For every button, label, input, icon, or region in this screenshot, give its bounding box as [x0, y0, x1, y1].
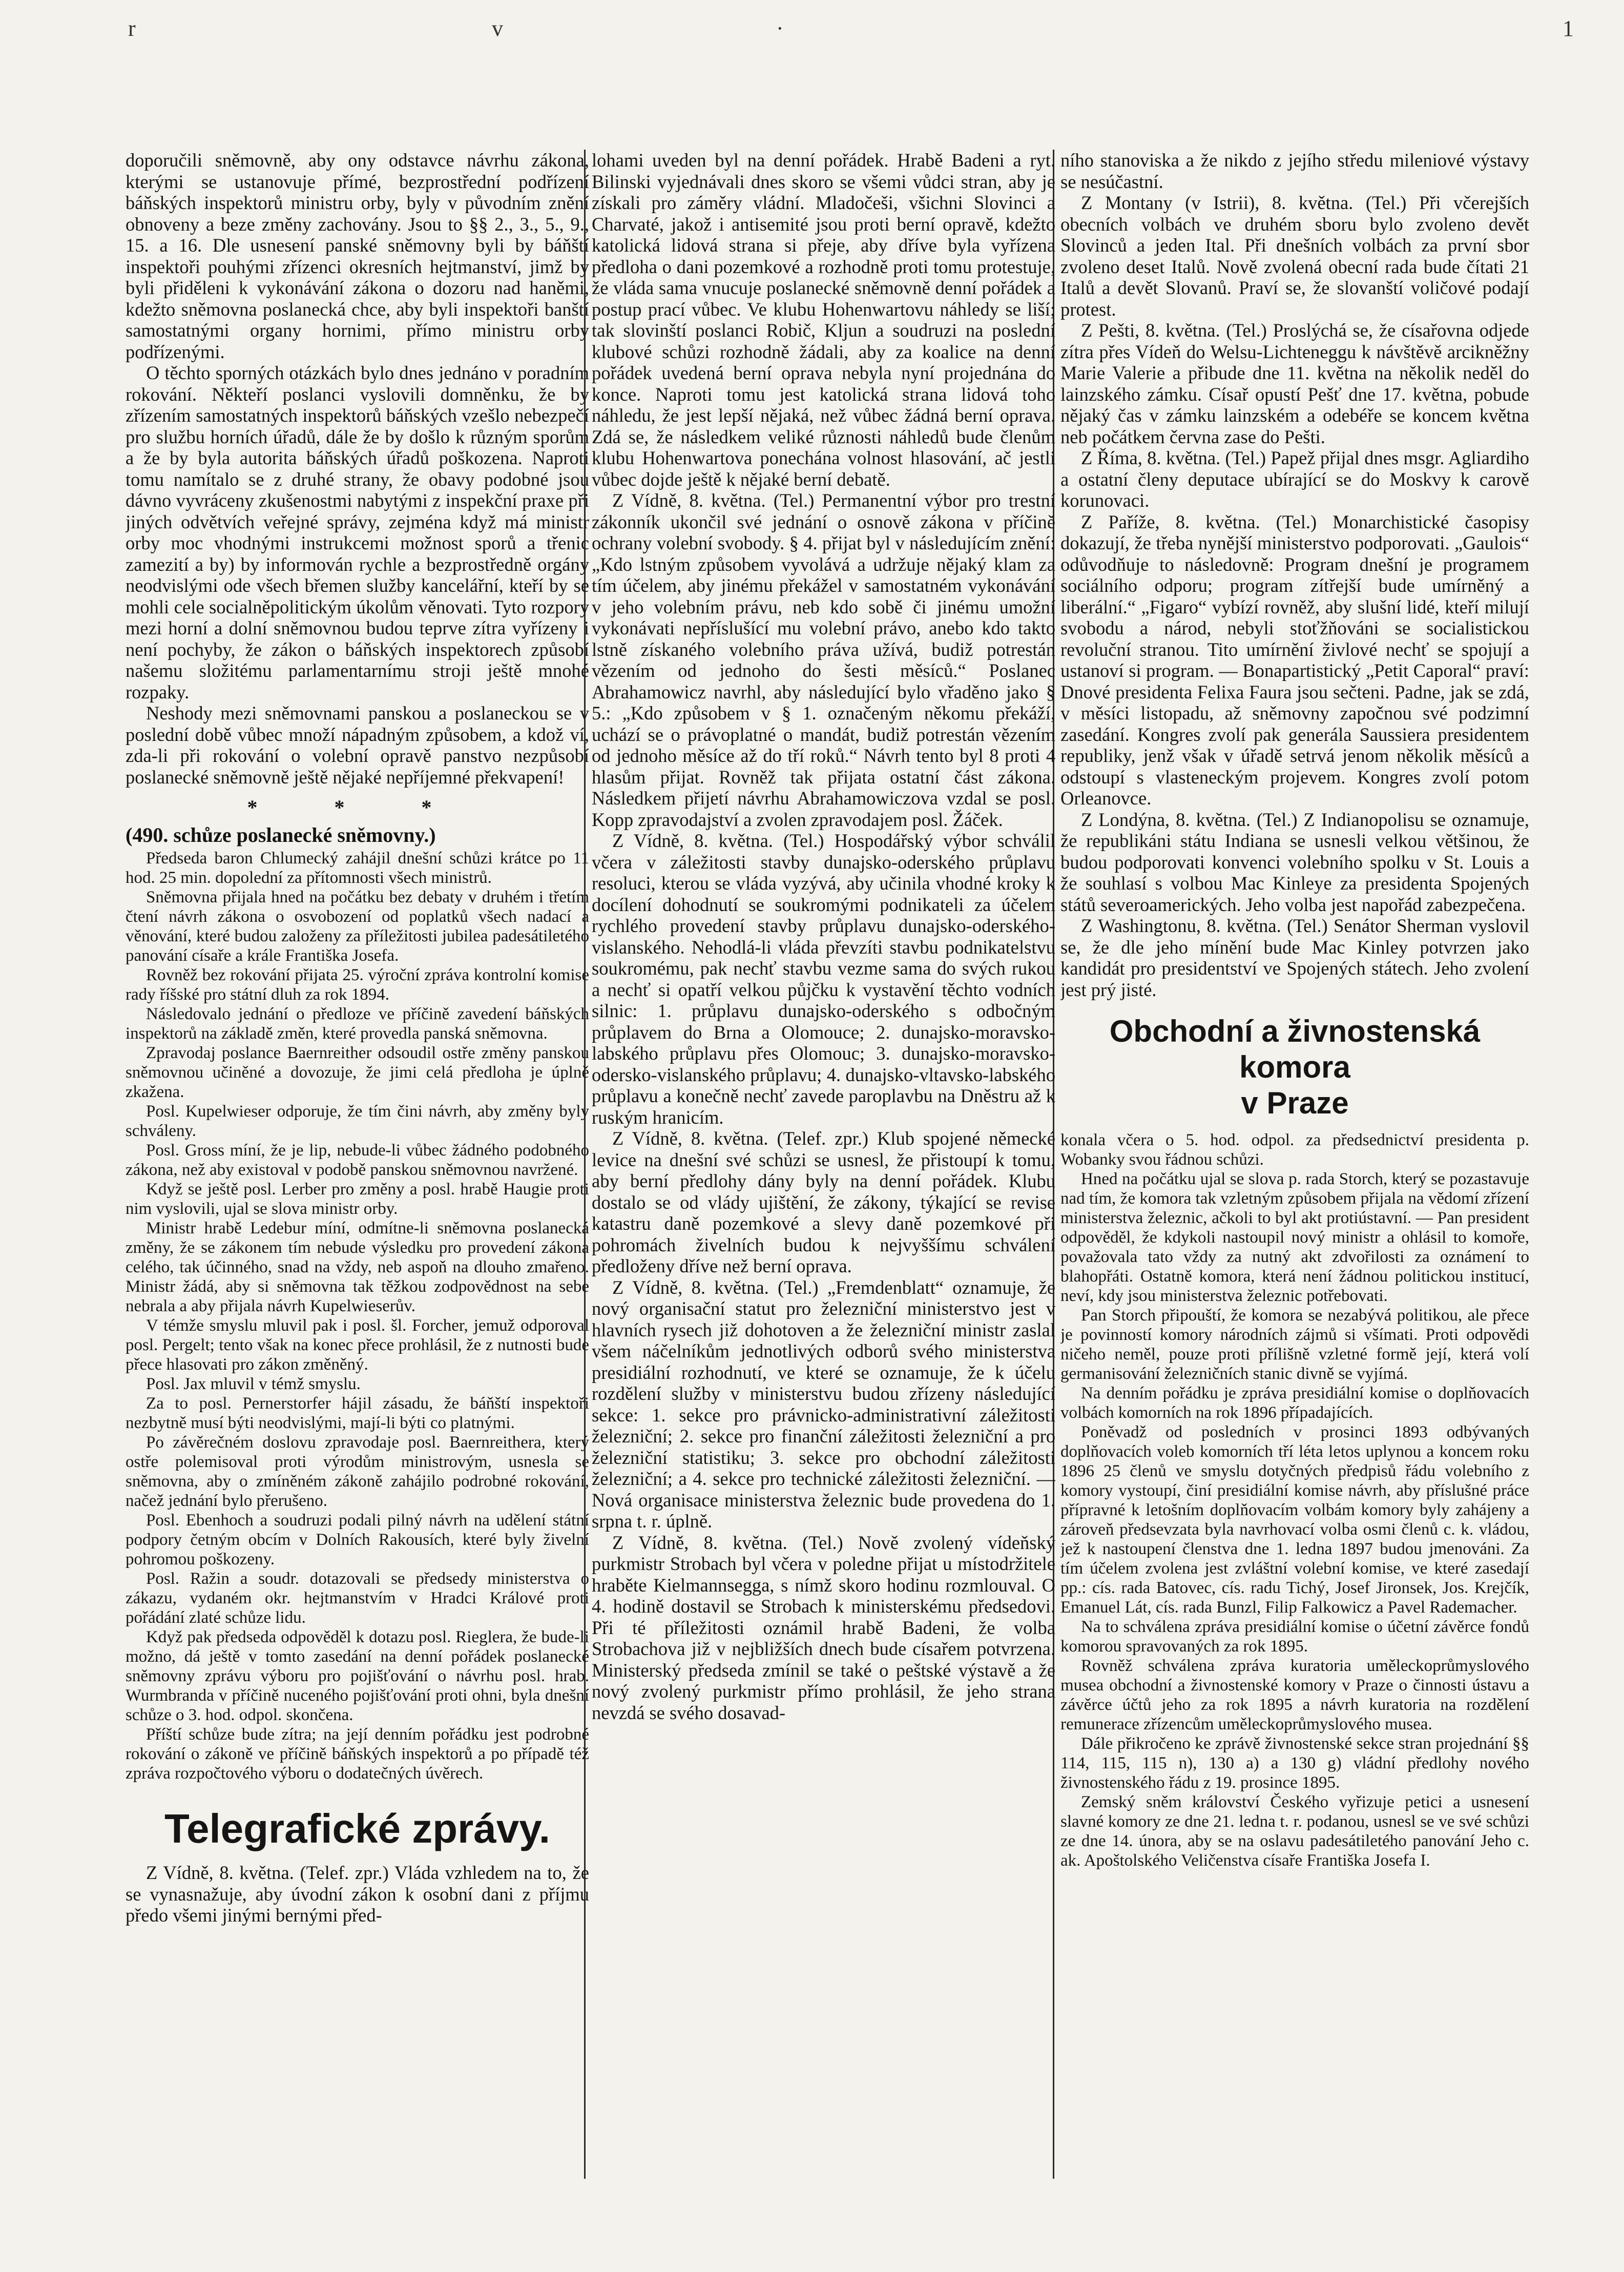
report-paragraph: Posl. Gross míní, že je lip, nebude-li vůbec žádného podobného zákona, než aby existoval v podobě panskou sněmovnou navržené. [126, 1141, 589, 1179]
telegram-paragraph: Z Washingtonu, 8. května. (Tel.) Senátor Sherman vyslovil se, že dle jeho mínění bude Mac Kinley potvrzen jako kandidát pro presidentství ve Spojených státech. Jeho zvolení jest prý jisté. [1060, 915, 1529, 1000]
telegram-paragraph: Z Londýna, 8. května. (Tel.) Z Indianopolisu se oznamuje, že republikáni státu Indiana se usnesli velkou většinou, že budou podporovati konvenci volebního spolku v St. Louis a že souhlasí s volbou Mac Kinleye za presidenta Spojených států severoamerických. Jeho volba jest napořád zabezpečena. [1060, 809, 1529, 915]
report-paragraph: Ministr hrabě Ledebur míní, odmítne-li sněmovna poslanecká změny, že se zákonem tím nebude výsledku pro provedení zákona celého, tak účinného, snad na vždy, neb aspoň na dlouho zmařeno. Ministr žádá, aby si sněmovna tak těžkou zodpovědnost na sebe nebrala a aby přijala návrh Kupelwieserův. [126, 1219, 589, 1315]
telegram-paragraph: ního stanoviska a že nikdo z jejího středu mileniové výstavy se nesúčastní. [1060, 150, 1529, 192]
report-paragraph: Zpravodaj poslance Baernreither odsoudil ostře změny panskou sněmovnou učiněné a dovozuje, že jimi celá předloha je úplně zkažena. [126, 1044, 589, 1101]
telegram-paragraph: Z Vídně, 8. května. (Tel.) Nově zvolený vídeňský purkmistr Strobach byl včera v poledne přijat u místodržitele hraběte Kielmannsegga, s nímž skoro hodinu rozmlouval. O 4. hodině dostavil se Strobach k ministerskému předsedovi. Při té příležitosti oznámil hrabě Badeni, že volba Strobachova již v nejbližších dnech bude císařem potvrzena. Ministerský předseda zmínil se také o peštské výstavě a že nový zvolený purkmistr přímo prohlásil, že jeho strana nevzdá se svého dosavad- [592, 1532, 1055, 1723]
session-heading: (490. schůze poslanecké sněmovny.) [126, 823, 436, 846]
report-paragraph: Když se ještě posl. Lerber pro změny a posl. hrabě Haugie proti nim vyslovili, ujal se slova ministr orby. [126, 1180, 589, 1218]
chamber-heading-line: v Praze [1241, 1086, 1349, 1120]
telegram-paragraph: Z Říma, 8. května. (Tel.) Papež přijal dnes msgr. Agliardiho a ostatní členy deputace ubírající se do Moskvy k carově korunovaci. [1060, 447, 1529, 511]
article-paragraph: Neshody mezi sněmovnami panskou a poslaneckou se v poslední době vůbec množí nápadným způsobem, a kdož ví, zda-li při rokování o volební opravě panstvo nezpůsobí poslanecké sněmovně ještě nějaké nepříjemné překvapení! [126, 703, 589, 788]
column-1 [126, 150, 589, 2220]
report-paragraph: Sněmovna přijala hned na počátku bez debaty v druhém i třetím čtení návrh zákona o osvobození od poplatků všech nadací a věnování, které budou založeny za příležitosti jubilea padesátiletého panování císaře a krále Františka Josefa. [126, 888, 589, 965]
chamber-paragraph: Na denním pořádku je zpráva presidiální komise o doplňovacích volbách komorních na rok 1896 případajících. [1060, 1384, 1529, 1422]
column-3 [1060, 150, 1529, 2220]
report-paragraph: Posl. Ebenhoch a soudruzi podali pilný návrh na udělení státní podpory četným obcím v Dolních Rakousích, které byly živelní pohromou poškozeny. [126, 1511, 589, 1568]
article-paragraph: doporučili sněmovně, aby ony odstavce návrhu zákona, kterými se ustanovuje přímé, bezprostřední podřízení báňských inspektorů ministru orby, byly v původním znění obnoveny a beze změny zachovány. Jsou to §§ 2., 3., 5., 9., 15. a 16. Dle usnesení panské sněmovny byli by báňští inspektoři pouhými zřízenci okresních hejtmanství, jimž by byli přiděleni k vykonávání zákona o dozoru nad haněmi, kdežto sněmovna poslanecká chce, aby byli inspektoři banští samostatnými organy hornimi, přímo ministru orby podřízenými. [126, 150, 589, 362]
telegram-paragraph: Z Montany (v Istrii), 8. května. (Tel.) Při včerejších obecních volbách ve druhém sboru bylo zvoleno devět Slovinců a jeden Ital. Při dnešních volbách za první sbor zvoleno deset Italů. Nově zvolená obecní rada bude čítati 21 Italů a devět Slovanů. Praví se, že slovanští voličové podají protest. [1060, 192, 1529, 320]
telegram-paragraph: Z Vídně, 8. května. (Tel.) „Fremdenblatt“ oznamuje, že nový organisační statut pro železniční ministerstvo jest v hlavních rysech již dohotoven a že železniční ministr zaslal všem náčelníkům jednotlivých odborů svého ministerstva presidiální rozhodnutí, ve které se oznamuje, že k účelu rozdělení služby v ministerstvu budou zřízeny následující sekce: 1. sekce pro právnicko-administrativní záležitosti železniční; 2. sekce pro finanční záležitosti železniční a pro železniční statistiku; 3. sekce pro obchodní záležitosti železniční; a 4. sekce pro technické záležitosti železniční. — Nová organisace ministerstva železnic bude provedena do 1. srpna t. r. úplně. [592, 1276, 1055, 1532]
parliament-report [126, 849, 589, 1783]
telegram-paragraph: Z Vídně, 8. května. (Tel.) Hospodářský výbor schválil včera v záležitosti stavby dunajsko-oderského průplavu resoluci, kterou se vláda vyzývá, aby učinila vhodné kroky k docílení dohodnutí se soukromými podnikateli za účelem rychlého provedení stavby průplavu dunajsko-oderského-vislanského. Nehodlá-li vláda převzíti stavbu podnikatelstvu soukromému, pak nechť stavbu vezme sama do svých rukou a nechť si opatří velkou půjčku k vystavění těchto vodních silnic: 1. průplavu dunajsko-oderského s odbočným průplavem do Brna a Olomouce; 2. dunajsko-moravsko-labského průplavu přes Olomouc; 3. dunajsko-moravsko-odersko-vislanského průplavu; 4. dunajsko-vltavsko-labského průplavu a konečně nechť zavede paroplavbu na Dněstru až k ruským hranicím. [592, 830, 1055, 1128]
section-separator-stars: * * * [247, 796, 468, 819]
report-paragraph: Předseda baron Chlumecký zahájil dnešní schůzi krátce po 11 hod. 25 min. dopolední za přítomnosti všech ministrů. [126, 849, 589, 887]
chamber-paragraph: Dále přikročeno ke zprávě živnostenské sekce stran projednání §§ 114, 115, 115 n), 130 a) a 130 g) vládní předlohy nového živnostenského řádu z 19. prosince 1895. [1060, 1734, 1529, 1792]
telegram-paragraph: Z Paříže, 8. května. (Tel.) Monarchistické časopisy dokazují, že třeba nynější ministerstvo podporovati. „Gaulois“ odůvodňuje to následovně: Program dnešní je programem sociálního odporu; program zítřejší bude umírněný a liberální.“ „Figaro“ vybízí rovněž, aby slušní lidé, kteří milují svobodu a národ, nebyli stoťžňováni se socialistickou revoluční stranou. Tito umírnění živlové nechť se spojují a ustanoví si program. — Bonapartistický „Petit Caporal“ praví: Dnové presidenta Felixa Faura jsou sečteni. Padne, jak se zdá, v měsíci listopadu, až sněmovny započnou své podzimní zasedání. Kongres zvolí pak generála Saussiera presidentem republiky, jenž však v úřadě setrvá jenom několik měsíců a odstoupí s vlasteneckým projevem. Kongres zvolí potom Orleanovce. [1060, 511, 1529, 809]
margin-mark: r [128, 16, 136, 41]
report-paragraph: Rovněž bez rokování přijata 25. výroční zpráva kontrolní komise rady říšské pro státní dluh za rok 1894. [126, 966, 589, 1004]
chamber-paragraph: Zemský sněm království Českého vyřizuje petici a usnesení slavné komory ze dne 21. ledna t. r. podanou, usnesl se ve své schůzi ze dne 14. února, aby se na oslavu padesátiletého panování Jeho c. ak. Apoštolského Veličenstva císaře Františka Josefa I. [1060, 1793, 1529, 1870]
chamber-paragraph: Hned na počátku ujal se slova p. rada Storch, který se pozastavuje nad tím, že komora tak vzletným způsobem přijala na vědomí zřízení ministerstva železnic, ačkoli to byl akt protiústavní. — Pan president odpověděl, že kdykoli nastoupil nový ministr a ohlásil to komoře, považovala tato vždy za nutný akt zdvořilosti za oznámení to blahopřáti. Ostatně komora, která není žádnou politickou institucí, neví, kdy jsou ministerstva železnic potřebovati. [1060, 1170, 1529, 1305]
telegram-paragraph: Z Pešti, 8. května. (Tel.) Proslýchá se, že císařovna odjede zítra přes Vídeň do Welsu-Lichteneggu k návštěvě arcikněžny Marie Valerie a přibude dne 11. května na několik neděl do lainzského zámku. Císař opustí Pešť dne 17. května, pobude nějaký čas v zámku lainzském a odebéře se koncem května neb počátkem června zase do Pešti. [1060, 320, 1529, 447]
report-paragraph: Příští schůze bude zítra; na její denním pořádku jest podrobné rokování o zákoně ve příčině báňských inspektorů a po případě též zpráva rozpočtového výboru o dodatečných úvěrech. [126, 1725, 589, 1783]
margin-mark: v [492, 16, 503, 41]
telegram-paragraph: Z Vídně, 8. května. (Telef. zpr.) Klub spojené německé levice na dnešní své schůzi se usnesl, že přistoupí k tomu, aby berní předlohy dány byly na denní pořádek. Klubu dostalo se od vlády ujištění, že zákony, týkající se revise katastru daně pozemkové a slevy daně pozemkové při pohromách živelních budou k nejvyššímu schválení předloženy dříve než berní oprava. [592, 1128, 1055, 1276]
chamber-report [1060, 1130, 1529, 1870]
section-heading-chamber [1060, 1014, 1529, 1121]
chamber-paragraph: Poněvadž od posledních v prosinci 1893 odbývaných doplňovacích voleb komorních tří léta letos uplynou a koncem roku 1896 25 členů ve smyslu dotyčných předpisů řádu volebního z komory vystoupí, činí presidiální komise návrh, aby příslušné práce přípravné k letošním doplňovacím volbám komory byly zahájeny a zároveň předsevzata byla navrhovací volba osmi členů c. k. vládou, jež k nastoupení členstva dne 1. ledna 1897 budou jmenováni. Za tím účelem zvolena jest zvláštní volební komise, ve které zasedají pp.: cís. rada Batovec, cís. radu Tichý, Josef Jironsek, Jos. Krejčík, Emanuel Lát, cís. rada Bunzl, Filip Falkowicz a Pavel Rademacher. [1060, 1423, 1529, 1617]
margin-mark: · [776, 16, 784, 41]
telegram-paragraph: Z Vídně, 8. května. (Telef. zpr.) Vláda vzhledem na to, že se vynasnažuje, aby úvodní zákon k osobní dani z příjmu předo všemi jinými bernými před- [126, 1862, 589, 1926]
section-heading-telegrams: Telegrafické zprávy. [164, 1806, 550, 1851]
chamber-heading-line: Obchodní a živnostenská komora [1109, 1014, 1481, 1084]
chamber-paragraph: Rovněž schválena zpráva kuratoria uměleckoprůmyslového musea obchodní a živnostenské komory v Praze o činnosti ústavu a závěrce účtů jeho za rok 1895 a návrh kuratoria na rozdělení remunerace zřízencům uměleckoprůmyslového musea. [1060, 1657, 1529, 1733]
report-paragraph: V témže smyslu mluvil pak i posl. šl. Forcher, jemuž odporoval posl. Pergelt; tento však na konec přece prohlásil, že z nutnosti bude přece hlasovati pro zákon změněný. [126, 1316, 589, 1374]
report-paragraph: Po závěrečném doslovu zpravodaje posl. Baernreithera, který ostře polemisoval proti výrodům ministrovým, usnesla se sněmovna, aby o zmíněném zákoně zahájilo podrobné rokování, načež jednání bylo přerušeno. [126, 1433, 589, 1510]
report-paragraph: Posl. Kupelwieser odporuje, že tím čini návrh, aby změny byly schváleny. [126, 1102, 589, 1140]
report-paragraph: Posl. Jax mluvil v témž smyslu. [146, 1375, 361, 1393]
margin-mark: 1 [1563, 16, 1574, 41]
column-2 [592, 150, 1055, 2220]
article-paragraph: O těchto sporných otázkách bylo dnes jednáno v poradním rokování. Někteří poslanci vyslovili domněnku, že by zřízením samostatných inspektorů báňských vzešlo nebezpečí pro službu horních úřadů, dále že by došlo k různým sporům a že by byla autorita báňských úřadů poškozena. Naproti tomu namítalo se z druhé strany, že obavy podobné jsou dávno vyvráceny zkušenostmi nabytými z inspekční praxe při jiných odvětvích veřejné správy, zejména když má ministr orby moc vhodnými instrukcemi možnost sporů a třenic zamezití a by) by informován rychle a bezprostředně orgány neodvislými ode všech břemen služby kancelářní, kteří by se mohli cele socialněpolitickým úkolům věnovati. Tyto rozpory mezi horní a dolní sněmovnou budou teprve zítra vyřízeny i není pochyby, že zákon o báňských inspektorech způsobí našemu složitému parlamentarnímu stroji ještě mnohé rozpaky. [126, 362, 589, 703]
chamber-paragraph: Na to schválena zpráva presidiální komise o účetní závěrce fondů komorou spravovaných za rok 1895. [1060, 1618, 1529, 1656]
report-paragraph: Když pak předseda odpověděl k dotazu posl. Rieglera, že bude-li možno, dá ještě v tomto zasedání na denní pořádek poslanecké sněmovny zprávu výboru pro pojišťování o návrhu posl. hrab. Wurmbranda v příčině nuceného pojišťování proti ohni, byla dnešní schůze o 3. hod. odpol. skončena. [126, 1628, 589, 1724]
chamber-paragraph: konala včera o 5. hod. odpol. za předsednictví presidenta p. Wobanky svou řádnou schůzi. [1060, 1131, 1529, 1169]
report-paragraph: Za to posl. Pernerstorfer hájil zásadu, že báňští inspektoři nezbytně musí býti neodvislými, mají-li býti co platnými. [126, 1394, 589, 1432]
telegram-paragraph: Z Vídně, 8. května. (Tel.) Permanentní výbor pro trestní zákonník ukončil své jednání o osnově zákona v příčině ochrany volební svobody. § 4. přijat byl v následujícím znění: „Kdo lstným způsobem vyvolává a udržuje nějaký klam za tím účelem, aby jinému překážel v samostatném vykonávání v jeho volebním právu, neb kdo sobě či jinému umožní vykonávati nepříslušící mu volební právo, anebo kdo takto lstně získaného volebního práva užívá, budiž potrestán vězením od jednoho do šesti měsíců.“ Poslanec Abrahamowicz navrhl, aby následující bylo vřaděno jako § 5.: „Kdo způsobem v § 1. označeným někomu překáží, uchází se o právoplatné o mandát, budiž potrestán vězením od jednoho měsíce až do tří roků.“ Návrh tento byl 8 proti 4 hlasům přijat. Rovněž tak přijata ostatní část zákona. Následkem přijetí návrhu Abrahamowiczova vzdal se posl. Kopp zpravodajství a zvolen zpravodajem posl. Žáček. [592, 490, 1055, 830]
report-paragraph: Posl. Ražin a soudr. dotazovali se předsedy ministerstva o zákazu, vydaném okr. hejtmanstvím v Hradci Králové proti pořádání zlaté schůze lidu. [126, 1569, 589, 1627]
top-margin-marks [0, 15, 1624, 46]
chamber-paragraph: Pan Storch připouští, že komora se nezabývá politikou, ale přece je povinností komory národních zájmů si všímati. Proti odpovědi ničeho neměl, pouze proti přílišně vzletné formě její, která volí germanisování železničních stanic divně se vyjímá. [1060, 1306, 1529, 1383]
telegram-paragraph: lohami uveden byl na denní pořádek. Hrabě Badeni a ryt. Bilinski vyjednávali dnes skoro se všemi vůdci stran, aby je získali pro záměry vládní. Mladočeši, všichni Slovinci a Charvaté, jakož i antisemité jsou proti berní opravě, kdežto katolická lidová strana si přeje, aby dříve byla vyřízena předloha o dani pozemkové a rozhodně proti tomu protestuje, že vláda sama vnucuje poslanecké sněmovně denní pořádek a postup prací vůbec. Ve klubu Hohenwartovu náhledy se liší; tak slovinští poslanci Robič, Kljun a soudruzi na poslední klubové schůzi rozhodně žádali, aby za koalice na denní pořádek uvedená berní oprava nebyla nyní projednána do konce. Naproti tomu jest katolická strana lidová toho náhledu, že jest lepší nějaká, než vůbec žádná berní oprava. Zdá se, že následkem veliké různosti náhledů bude členům klubu Hohenwartova ponechána volnost hlasování, ač jestli vůbec dojde ještě k nějaké berní debatě. [592, 150, 1055, 490]
report-paragraph: Následovalo jednání o předloze ve příčině zavedení báňských inspektorů na základě změn, které provedla panská sněmovna. [126, 1005, 589, 1043]
